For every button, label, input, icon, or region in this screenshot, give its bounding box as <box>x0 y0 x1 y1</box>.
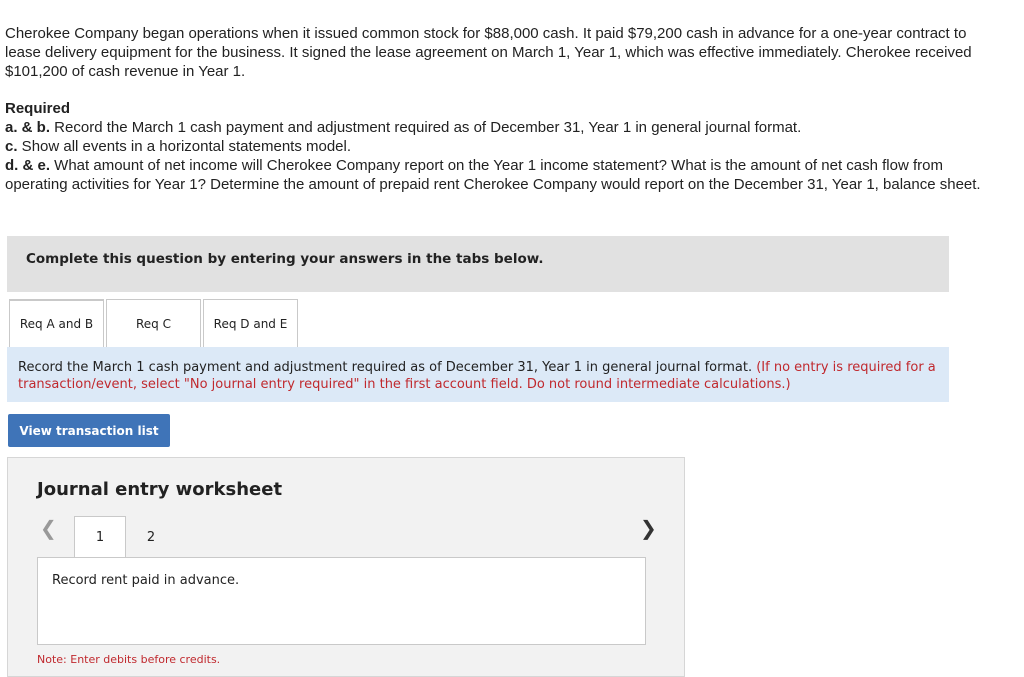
entry-description-box <box>37 557 646 645</box>
banner-text: Complete this question by entering your answers in the tabs below. <box>26 251 544 267</box>
instructions-banner <box>7 236 949 292</box>
required-item-text: Show all events in a horizontal statements model. <box>17 138 352 155</box>
required-section <box>5 99 985 194</box>
worksheet-title: Journal entry worksheet <box>37 479 283 500</box>
required-item-label: c. <box>5 138 18 155</box>
required-item-label: a. & b. <box>5 119 51 136</box>
worksheet-note: Note: Enter debits before credits. <box>37 653 221 666</box>
chevron-right-icon[interactable]: ❯ <box>640 516 657 540</box>
required-item-text: What amount of net income will Cherokee Company report on the Year 1 income statement? What is the amount of net cash flow from operating activities for Year 1? Determine the amount of prepaid rent Cherokee Company would report on the December 31, Year 1, balance sheet. <box>5 157 981 193</box>
tab-req-d-and-e[interactable]: Req D and E <box>203 299 298 347</box>
worksheet-page-2[interactable]: 2 <box>146 529 156 545</box>
instruction-text: Record the March 1 cash payment and adjustment required as of December 31, Year 1 in general journal format. <box>18 360 753 375</box>
required-item-de <box>5 156 985 194</box>
required-item-c <box>5 137 985 156</box>
tab-req-a-and-b[interactable]: Req A and B <box>9 299 104 347</box>
problem-statement: Cherokee Company began operations when it issued common stock for $88,000 cash. It paid $79,200 cash in advance for a one-year contract to lease delivery equipment for the business. It signed the lease agreement on March 1, Year 1, which was effective immediately. Cherokee received $101,200 of cash revenue in Year 1. <box>5 25 972 80</box>
worksheet-page-1[interactable]: 1 <box>74 516 126 558</box>
view-transaction-list-button[interactable]: View transaction list <box>8 414 170 447</box>
entry-description: Record rent paid in advance. <box>52 573 240 588</box>
required-title: Required <box>5 100 71 117</box>
tab-req-c[interactable]: Req C <box>106 299 201 347</box>
required-item-text: Record the March 1 cash payment and adjustment required as of December 31, Year 1 in general journal format. <box>50 119 802 136</box>
tab-instruction <box>7 347 949 402</box>
journal-entry-worksheet <box>7 457 685 677</box>
chevron-left-icon[interactable]: ❮ <box>40 516 57 540</box>
instruction-note: (If no entry is required for a transaction/event, select "No journal entry required" in the first account field. Do not round intermediate calculations.) <box>18 360 936 392</box>
required-item-label: d. & e. <box>5 157 51 174</box>
required-item-ab <box>5 118 985 137</box>
